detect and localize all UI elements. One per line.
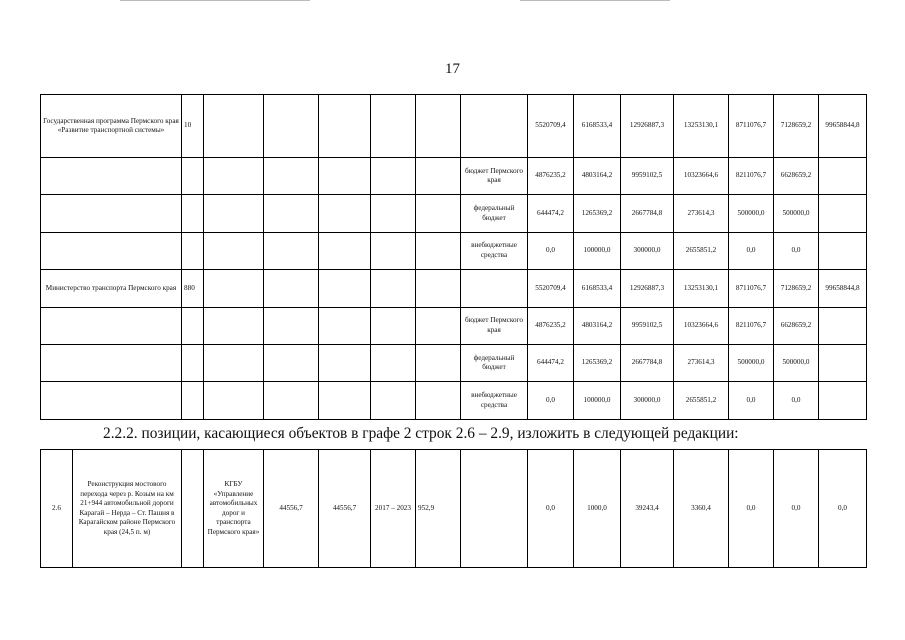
amount-cell: 273614,3 [674, 344, 729, 381]
amount-cell: 8711076,7 [729, 95, 774, 158]
table-row [41, 158, 867, 195]
program-name [41, 382, 182, 419]
section-heading: 2.2.2. позиции, касающиеся объектов в графе 2 строк 2.6 – 2.9, изложить в следующей редакции: [103, 425, 739, 442]
amount-cell: 6628659,2 [774, 307, 819, 344]
amount-cell: 13253130,1 [674, 270, 729, 307]
program-code [182, 158, 204, 195]
amount-cell: 13253130,1 [674, 95, 729, 158]
amount-cell: 1000,0 [574, 450, 621, 568]
sheet-top-edge [520, 0, 670, 1]
amount-cell: 7128659,2 [774, 95, 819, 158]
amount-cell [819, 307, 867, 344]
executor: КГБУ «Управление автомобильных дорог и транспорта Пермского края» [204, 450, 264, 568]
program-code: 10 [182, 95, 204, 158]
program-name [41, 307, 182, 344]
amount-cell: 4876235,2 [528, 307, 574, 344]
amount-cell: 100000,0 [574, 232, 621, 269]
program-code [182, 382, 204, 419]
program-name [41, 158, 182, 195]
amount-cell: 500000,0 [729, 195, 774, 232]
program-name: Государственная программа Пермского края «Развитие транспортной системы» [41, 95, 182, 158]
program-name [41, 195, 182, 232]
funding-source: внебюджетные средства [461, 232, 528, 269]
program-code [182, 195, 204, 232]
program-name: Министерство транспорта Пермского края [41, 270, 182, 307]
amount-cell: 100000,0 [574, 382, 621, 419]
amount-cell: 8211076,7 [729, 307, 774, 344]
page-number: 17 [445, 61, 460, 77]
amount-cell: 0,0 [774, 382, 819, 419]
amount-cell: 0,0 [729, 382, 774, 419]
amount-cell: 4876235,2 [528, 158, 574, 195]
amount-cell: 0,0 [774, 450, 819, 568]
amount-cell: 7128659,2 [774, 270, 819, 307]
program-code: 880 [182, 270, 204, 307]
table-row [41, 450, 867, 568]
program-code [182, 232, 204, 269]
amount-cell: 6628659,2 [774, 158, 819, 195]
program-code [182, 344, 204, 381]
amount-cell: 0,0 [528, 450, 574, 568]
object-name: Реконструкция мостового перехода через р. Козым на км 21+944 автомобильной дороги Карагай – Нерда – Ст. Пашня в Карагайском районе Пермского края (24,5 п. м) [73, 450, 182, 568]
table-row [41, 270, 867, 307]
amount-cell: 99658844,8 [819, 270, 867, 307]
amount-cell: 0,0 [729, 450, 774, 568]
funding-table [40, 94, 867, 420]
amount-cell: 12926887,3 [621, 270, 674, 307]
amount-cell: 8211076,7 [729, 158, 774, 195]
amount-cell: 10323664,6 [674, 158, 729, 195]
amount-cell: 300000,0 [621, 382, 674, 419]
amount-cell: 2655851,2 [674, 232, 729, 269]
period-cell: 2017 – 2023 [371, 450, 416, 568]
funding-source: федеральный бюджет [461, 195, 528, 232]
amount-cell: 0,0 [528, 232, 574, 269]
funding-source [461, 270, 528, 307]
amount-cell: 500000,0 [774, 195, 819, 232]
table-row [41, 195, 867, 232]
amount-cell: 12926887,3 [621, 95, 674, 158]
amount-cell [819, 232, 867, 269]
table-row [41, 307, 867, 344]
amount-cell: 1265369,2 [574, 344, 621, 381]
table-row [41, 232, 867, 269]
amount-cell: 500000,0 [774, 344, 819, 381]
row-number: 2.6 [41, 450, 73, 568]
amount-cell: 0,0 [528, 382, 574, 419]
source-cell [461, 450, 528, 568]
amount-cell: 6168533,4 [574, 95, 621, 158]
cost-cell: 44556,7 [264, 450, 319, 568]
amount-cell: 2667784,8 [621, 344, 674, 381]
amount-cell [819, 344, 867, 381]
funding-source: федеральный бюджет [461, 344, 528, 381]
amount-cell [819, 158, 867, 195]
amount-cell: 3360,4 [674, 450, 729, 568]
amount-cell: 5520709,4 [528, 95, 574, 158]
value-cell: 952,9 [416, 450, 461, 568]
funding-source [461, 95, 528, 158]
program-code [182, 307, 204, 344]
amount-cell: 273614,3 [674, 195, 729, 232]
sheet-top-edge [120, 0, 310, 1]
table-row [41, 95, 867, 158]
amount-cell: 0,0 [774, 232, 819, 269]
amount-cell: 2667784,8 [621, 195, 674, 232]
amount-cell: 300000,0 [621, 232, 674, 269]
funding-source: бюджет Пермского края [461, 307, 528, 344]
amount-cell: 9959102,5 [621, 158, 674, 195]
amount-cell [819, 195, 867, 232]
program-name [41, 344, 182, 381]
cost-cell: 44556,7 [319, 450, 371, 568]
amount-cell: 0,0 [819, 450, 867, 568]
amount-cell: 8711076,7 [729, 270, 774, 307]
program-name [41, 232, 182, 269]
amount-cell: 500000,0 [729, 344, 774, 381]
table-row [41, 344, 867, 381]
amount-cell: 644474,2 [528, 344, 574, 381]
amount-cell: 2655851,2 [674, 382, 729, 419]
table-row [41, 382, 867, 419]
funding-source: бюджет Пермского края [461, 158, 528, 195]
amount-cell: 10323664,6 [674, 307, 729, 344]
amount-cell [819, 382, 867, 419]
amount-cell: 4803164,2 [574, 307, 621, 344]
objects-table [40, 449, 867, 568]
amount-cell: 644474,2 [528, 195, 574, 232]
amount-cell: 1265369,2 [574, 195, 621, 232]
amount-cell: 6168533,4 [574, 270, 621, 307]
amount-cell: 5520709,4 [528, 270, 574, 307]
amount-cell: 99658844,8 [819, 95, 867, 158]
funding-source: внебюджетные средства [461, 382, 528, 419]
amount-cell: 4803164,2 [574, 158, 621, 195]
amount-cell: 9959102,5 [621, 307, 674, 344]
amount-cell: 0,0 [729, 232, 774, 269]
amount-cell: 39243,4 [621, 450, 674, 568]
